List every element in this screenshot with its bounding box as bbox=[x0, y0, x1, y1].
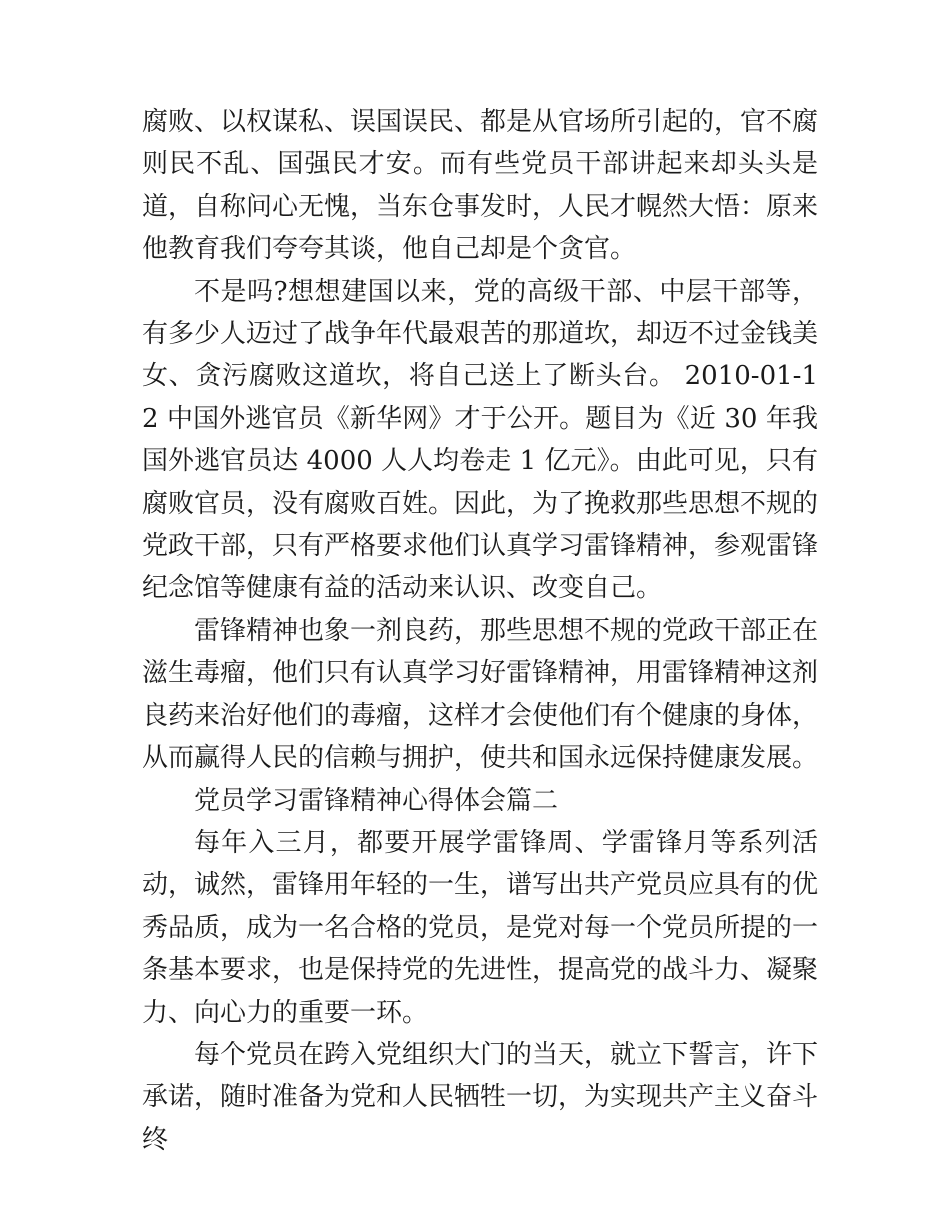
paragraph: 每年入三月，都要开展学雷锋周、学雷锋月等系列活动，诚然，雷锋用年轻的一生，谱写出共产党员应具有的优秀品质，成为一名合格的党员，是党对每一个党员所提的一条基本要求，也是保持党的先进性，提高党的战斗力、凝聚力、向心力的重要一环。 bbox=[142, 827, 819, 1028]
paragraph: 每个党员在跨入党组织大门的当天，就立下誓言，许下承诺，随时准备为党和人民牺牲一切，为实现共产主义奋斗终 bbox=[142, 1039, 819, 1155]
paragraph: 不是吗?想想建国以来，党的高级干部、中层干部等，有多少人迈过了战争年代最艰苦的那道坎，却迈不过金钱美女、贪污腐败这道坎，将自己送上了断头台。 2010-01-12 中国外逃官员《新华网》才于公开。题目为《近 30 年我国外逃官员达 4000 人人均卷走 1 亿元》。由此可见，只有腐败官员，没有腐败百姓。因此，为了挽救那些思想不规的党政干部，只有严格要求他们认真学习雷锋精神，参观雷锋纪念馆等健康有益的活动来认识、改变自己。 bbox=[142, 276, 819, 604]
paragraph-continued: 腐败、以权谋私、误国误民、都是从官场所引起的，官不腐则民不乱、国强民才安。而有些党员干部讲起来却头头是道，自称问心无愧，当东仓事发时，人民才幌然大悟：原来他教育我们夸夸其谈，他自己却是个贪官。 bbox=[142, 107, 819, 265]
document-body bbox=[142, 101, 818, 1161]
section-heading: 党员学习雷锋精神心得体会篇二 bbox=[194, 785, 559, 816]
paragraph: 雷锋精神也象一剂良药，那些思想不规的党政干部正在滋生毒瘤，他们只有认真学习好雷锋精神，用雷锋精神这剂良药来治好他们的毒瘤，这样才会使他们有个健康的身体，从而赢得人民的信赖与拥护，使共和国永远保持健康发展。 bbox=[142, 615, 819, 774]
